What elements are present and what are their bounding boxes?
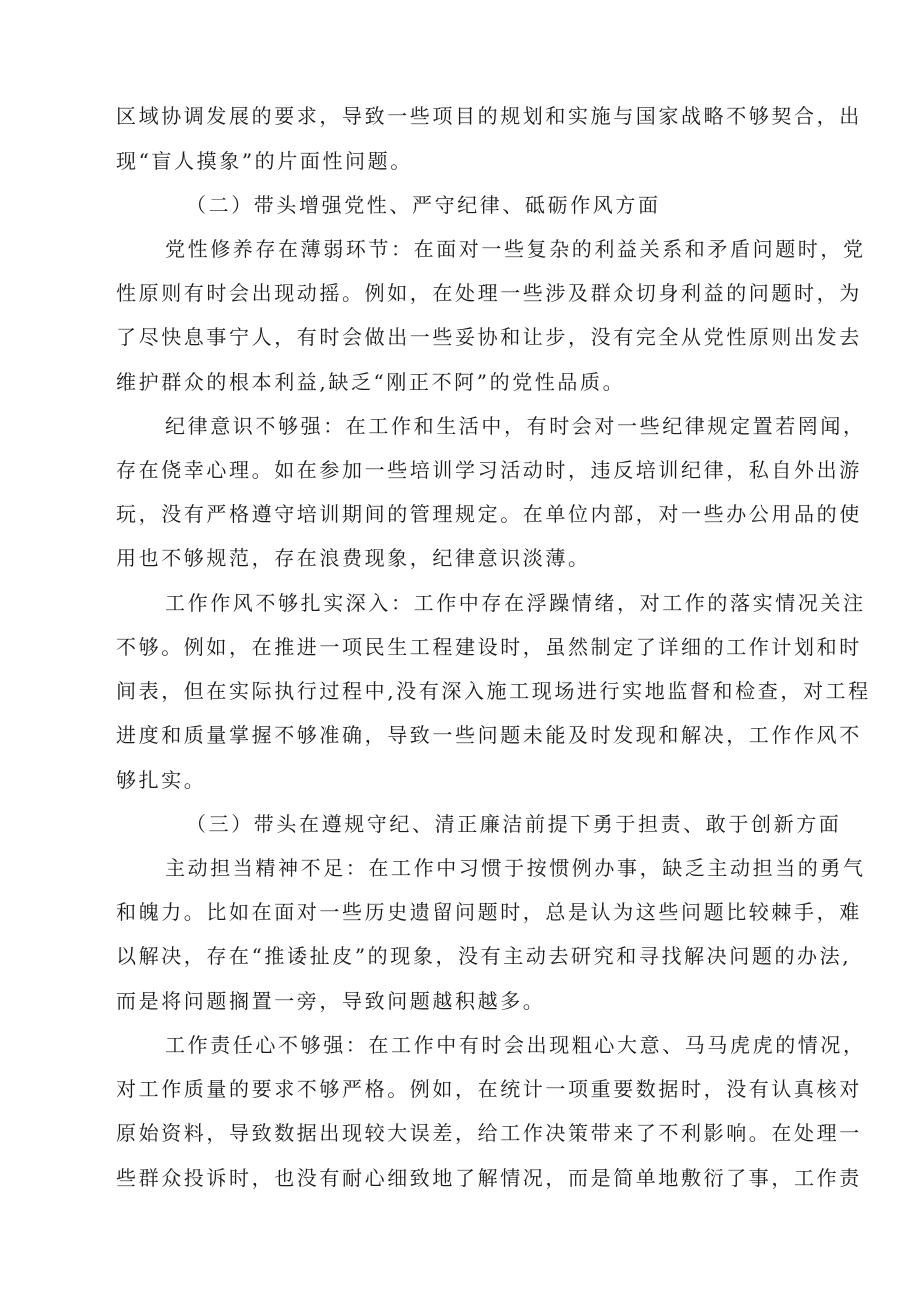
text-line: 些群众投诉时，也没有耐心细致地了解情况，而是简单地敷衍了事，工作责 [116, 1166, 862, 1190]
text-line: 用也不够规范，存在浪费现象，纪律意识淡薄。 [116, 546, 591, 570]
text-line: 维护群众的根本利益,缺乏“刚正不阿”的党性品质。 [116, 370, 626, 394]
paragraph-start: 工作责任心不够强：在工作中有时会出现粗心大意、马马虎虎的情况， [165, 1033, 866, 1057]
text-line: 性原则有时会出现动摇。例如，在处理一些涉及群众切身利益的问题时，为 [116, 281, 862, 305]
text-line: 区域协调发展的要求，导致一些项目的规划和实施与国家战略不够契合，出 [116, 104, 862, 128]
text-line: 原始资料，导致数据出现较大误差，给工作决策带来了不利影响。在处理一 [116, 1121, 862, 1145]
text-line: 对工作质量的要求不够严格。例如，在统计一项重要数据时，没有认真核对 [116, 1077, 862, 1101]
text-line: 不够。例如，在推进一项民生工程建设时，虽然制定了详细的工作计划和时 [116, 635, 862, 659]
text-line: 而是将问题搁置一旁，导致问题越积越多。 [116, 989, 546, 1013]
text-line: 玩，没有严格遵守培训期间的管理规定。在单位内部，对一些办公用品的使 [116, 502, 862, 526]
text-line: 以解决，存在“推诿扯皮”的现象，没有主动去研究和寻找解决问题的办法, [116, 944, 852, 968]
paragraph-start: 工作作风不够扎实深入：工作中存在浮躁情绪，对工作的落实情况关注 [165, 591, 866, 615]
text-line: 和魄力。比如在面对一些历史遗留问题时，总是认为这些问题比较棘手，难 [116, 900, 862, 924]
paragraph-start: 主动担当精神不足：在工作中习惯于按惯例办事，缺乏主动担当的勇气 [165, 856, 866, 880]
text-line: 现“盲人摸象”的片面性问题。 [116, 149, 413, 173]
text-line: 进度和质量掌握不够准确，导致一些问题未能及时发现和解决，工作作风不 [116, 723, 862, 747]
section-heading: （二）带头增强党性、严守纪律、砥砺作风方面 [186, 193, 661, 217]
paragraph-start: 纪律意识不够强：在工作和生活中，有时会对一些纪律规定置若罔闻， [165, 414, 866, 438]
text-line: 存在侥幸心理。如在参加一些培训学习活动时，违反培训纪律，私自外出游 [116, 458, 862, 482]
text-line: 够扎实。 [116, 768, 207, 792]
text-line: 间表，但在实际执行过程中,没有深入施工现场进行实地监督和检查，对工程 [116, 679, 871, 703]
section-heading: （三）带头在遵规守纪、清正廉洁前提下勇于担责、敢于创新方面 [186, 812, 842, 836]
text-line: 了尽快息事宁人，有时会做出一些妥协和让步，没有完全从党性原则出发去 [116, 325, 862, 349]
paragraph-start: 党性修养存在薄弱环节：在面对一些复杂的利益关系和矛盾问题时，党 [165, 237, 866, 261]
